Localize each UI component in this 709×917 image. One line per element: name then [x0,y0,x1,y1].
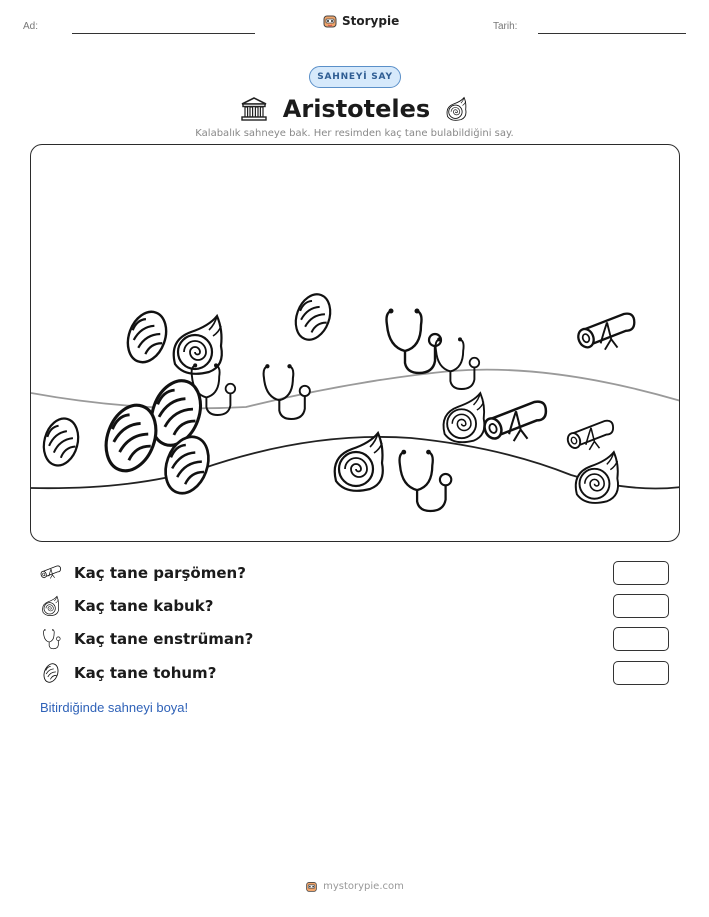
finish-instruction: Bitirdiğinde sahneyi boya! [40,700,189,715]
scroll-picture [576,314,635,350]
seed-picture [118,305,174,368]
stethoscope-picture [387,309,442,374]
footer [0,880,709,893]
question-row [40,593,680,619]
answer-box[interactable] [613,561,669,585]
page-title: Aristoteles [282,95,431,123]
name-label: Ad: [23,21,39,32]
temple-icon [239,96,269,122]
shell-picture [576,452,618,503]
shell-title-icon [444,96,470,122]
scroll-picture [482,402,546,441]
activity-badge: SAHNEYİ SAY [309,66,401,88]
stethoscope-picture [264,364,310,419]
title-row [0,92,709,126]
shell-picture [335,433,383,491]
footer-url[interactable]: mystorypie.com [323,881,404,892]
question-row [40,660,680,686]
scroll-icon [40,562,62,584]
back-hill-line [31,370,680,409]
question-row [40,626,680,652]
name-line[interactable] [72,33,255,34]
instructions-text: Kalabalık sahneye bak. Her resimden kaç tane bulabildiğini say. [195,128,514,139]
storypie-mascot-icon [322,13,338,29]
stethoscope-icon [40,628,62,650]
answer-box[interactable] [613,627,669,651]
brand-logo [322,13,399,29]
question-text: Kaç tane parşömen? [74,564,246,582]
counting-scene [30,144,680,542]
seed-icon [40,662,62,684]
question-text: Kaç tane enstrüman? [74,630,254,648]
question-row [40,560,680,586]
question-text: Kaç tane kabuk? [74,597,214,615]
stethoscope-picture [400,450,452,511]
brand-name: Storypie [342,14,400,28]
shell-picture [444,393,485,442]
storypie-mascot-icon [305,880,318,893]
question-text: Kaç tane tohum? [74,664,217,682]
scroll-picture [566,421,613,450]
date-line[interactable] [538,33,686,34]
shell-icon [40,595,62,617]
seed-picture [287,288,338,345]
seed-picture [36,414,85,470]
answer-box[interactable] [613,594,669,618]
answer-box[interactable] [613,661,669,685]
stethoscope-picture [436,337,480,389]
date-label: Tarih: [493,21,518,32]
